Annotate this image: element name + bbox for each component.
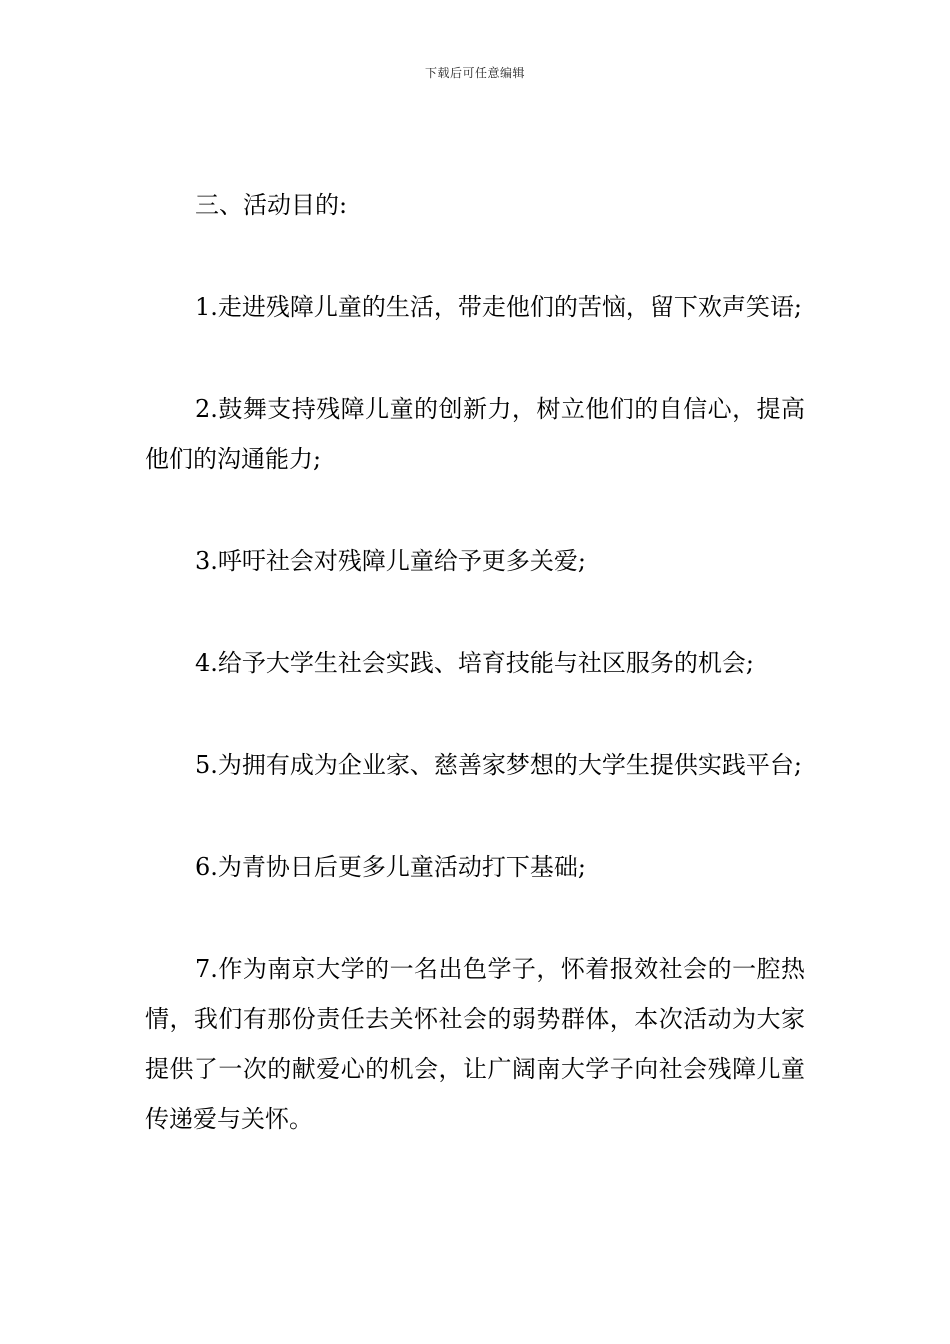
list-item: 3.呼吁社会对残障儿童给予更多关爱; (195, 547, 586, 575)
document-body (145, 180, 805, 1144)
list-item: 1.走进残障儿童的生活，带走他们的苦恼，留下欢声笑语; (195, 293, 802, 321)
list-item: 2.鼓舞支持残障儿童的创新力，树立他们的自信心，提高他们的沟通能力; (145, 395, 805, 473)
list-item: 6.为青协日后更多儿童活动打下基础; (195, 853, 586, 881)
list-item: 7.作为南京大学的一名出色学子，怀着报效社会的一腔热情，我们有那份责任去关怀社会的弱势群体，本次活动为大家提供了一次的献爱心的机会，让广阔南大学子向社会残障儿童传递爱与关怀。 (145, 955, 805, 1133)
section-title: 三、活动目的: (195, 191, 348, 219)
list-item: 5.为拥有成为企业家、慈善家梦想的大学生提供实践平台; (195, 751, 802, 779)
list-item: 4.给予大学生社会实践、培育技能与社区服务的机会; (195, 649, 754, 677)
header-note: 下载后可任意编辑 (424, 66, 525, 80)
